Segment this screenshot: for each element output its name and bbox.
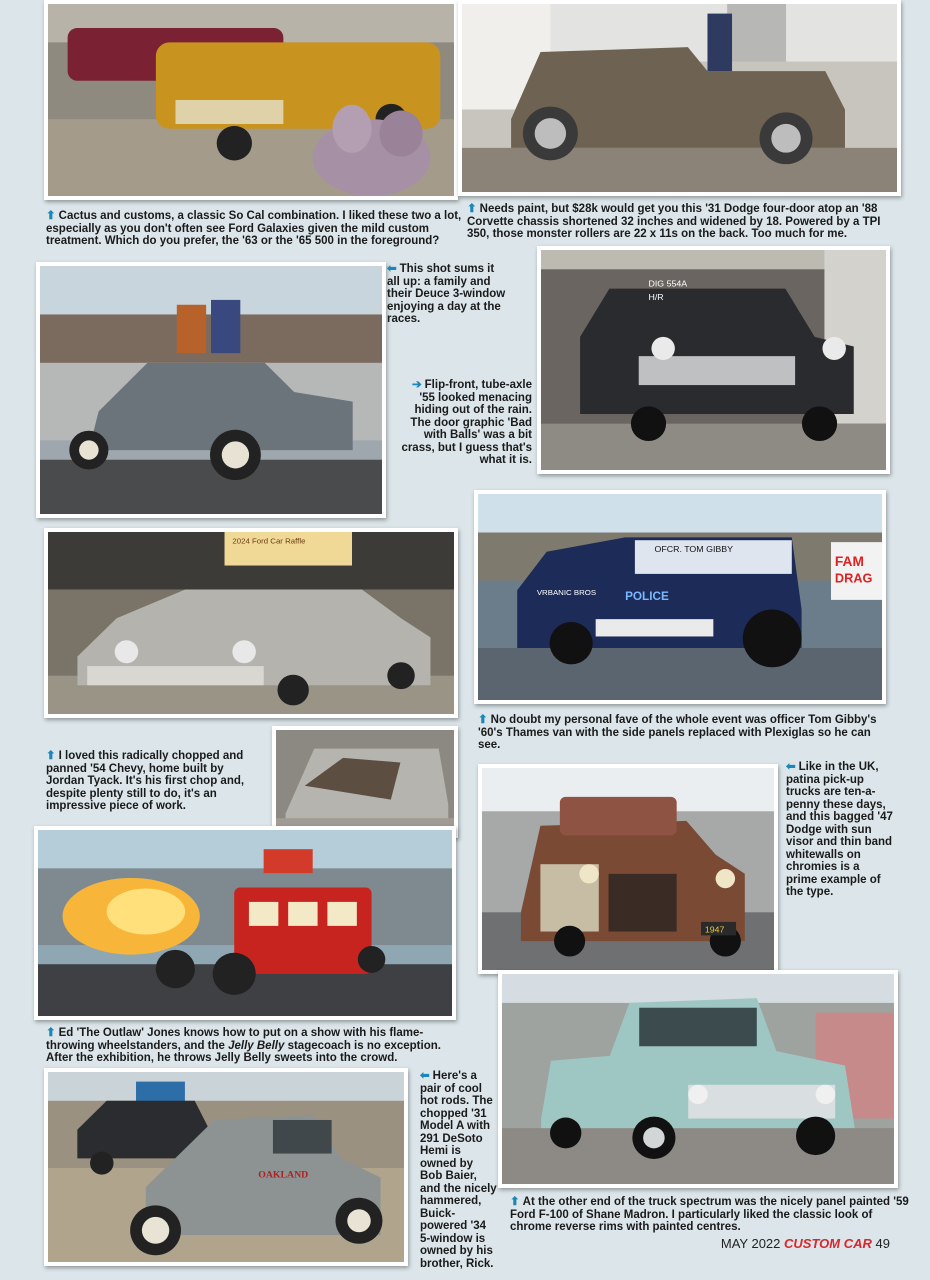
photo-59-ford-f100: [498, 970, 898, 1188]
caption-galaxies-text: Cactus and customs, a classic So Cal combination. I liked these two a lot, especially as you don't often see Ford Galaxies given the mild custom treatment. Which do you prefer, the '63 or the '65 500 in the foreground?: [46, 210, 462, 247]
arrow-right-icon: ➔: [412, 379, 422, 391]
caption-deuce-text: This shot sums it all up: a family and their Deuce 3-window enjoying a day at the races.: [387, 263, 506, 325]
arrow-up-icon: ⬆: [46, 210, 56, 222]
caption-thames-text: No doubt my personal fave of the whole event was officer Tom Gibby's '60's Thames van with the side panels replaced with Plexiglas so he can see.: [478, 714, 877, 751]
oakland-door-text: OAKLAND: [258, 1169, 309, 1181]
windshield-dig-text: DIG 554A: [648, 278, 688, 289]
caption-55-text: Flip-front, tube-axle '55 looked menacing hiding out of the rain. The door graphic 'Bad with Balls' was a bit crass, but I guess that's what it is.: [401, 379, 532, 466]
photo-jelly-belly-stagecoach: [34, 826, 456, 1020]
issue-date: MAY 2022: [720, 1236, 781, 1251]
license-plate-1947-text: 1947: [704, 924, 725, 935]
page-number: 49: [875, 1236, 890, 1251]
caption-59-ford: [510, 1196, 914, 1234]
vrbanic-bros-text: VRBANIC BROS: [536, 588, 597, 598]
caption-hot-rods-text: Here's a pair of cool hot rods. The chopped '31 Model A with 291 DeSoto Hemi is owned by Bob Baier, and the nicely hammered, Buick-powered '34 5-window is owned by his brother, Rick.: [420, 1070, 497, 1270]
caption-55: [398, 379, 532, 467]
photo-chop-detail: [272, 726, 458, 838]
caption-dodge-text: Needs paint, but $28k would get you this '31 Dodge four-door atop an '88 Corvette chassis shortened 32 inches and widened by 18. Powered by a TPI 350, those monster rollers are 22 x 11s on the back. Too much for me.: [467, 203, 881, 240]
caption-jelly-belly: [46, 1027, 464, 1065]
caption-thames: [478, 714, 886, 752]
photo-54-chevy: [44, 528, 458, 718]
caption-galaxies: [46, 210, 462, 248]
caption-54-chevy-text: I loved this radically chopped and panned '54 Chevy, home built by Jordan Tyack. It's his first chop and, despite plenty still to do, it's an impressive piece of work.: [46, 750, 245, 812]
banner-drag-text: DRAG: [834, 571, 873, 586]
caption-jelly-pre: Ed 'The Outlaw' Jones knows how to put on a show with his flame-throwing wheelstanders, and the: [46, 1027, 424, 1052]
caption-dodge: [467, 203, 903, 241]
photo-deuce-3-window: [36, 262, 386, 518]
photo-hot-rods: [44, 1068, 408, 1266]
arrow-up-icon: ⬆: [510, 1196, 520, 1208]
photo-31-dodge: [458, 0, 901, 196]
arrow-left-icon: ⬅: [420, 1070, 430, 1082]
ofcr-tom-gibby-text: OFCR. TOM GIBBY: [654, 543, 734, 554]
caption-54-chevy: [46, 750, 258, 813]
police-text: POLICE: [625, 589, 669, 603]
caption-jelly-em: Jelly Belly: [228, 1039, 285, 1052]
arrow-up-icon: ⬆: [46, 750, 56, 762]
arrow-left-icon: ⬅: [387, 263, 397, 275]
page-footer: [721, 1236, 890, 1251]
caption-47-dodge: [786, 761, 894, 899]
arrow-left-icon: ⬅: [786, 761, 796, 773]
raffle-banner-text: 2024 Ford Car Raffle: [232, 536, 306, 546]
caption-47-dodge-text: Like in the UK, patina pick-up trucks are ten-a-penny these days, and this bagged '47 Dodge with sun visor and thin band whitewalls on chromies is a prime example of the type.: [786, 761, 893, 898]
windshield-hr-text: H/R: [648, 292, 664, 303]
arrow-up-icon: ⬆: [467, 203, 477, 215]
photo-thames-van: [474, 490, 886, 704]
caption-deuce: [387, 263, 507, 326]
photo-47-dodge-pickup: [478, 764, 778, 974]
photo-55-chevy: [537, 246, 890, 474]
arrow-up-icon: ⬆: [46, 1027, 56, 1039]
caption-hot-rods: [420, 1070, 498, 1270]
banner-fam-text: FAM: [834, 554, 864, 570]
magazine-brand: CUSTOM CAR: [784, 1236, 872, 1251]
caption-59-ford-text: At the other end of the truck spectrum was the nicely panel painted '59 Ford F-100 of Shane Madron. I particularly liked the classic look of chrome reverse rims with painted centres.: [510, 1196, 909, 1233]
arrow-up-icon: ⬆: [478, 714, 488, 726]
photo-ford-galaxies: [44, 0, 458, 200]
caption-jelly-post: stagecoach is no exception. After the exhibition, he throws Jelly Belly sweets into the crowd.: [46, 1039, 441, 1064]
